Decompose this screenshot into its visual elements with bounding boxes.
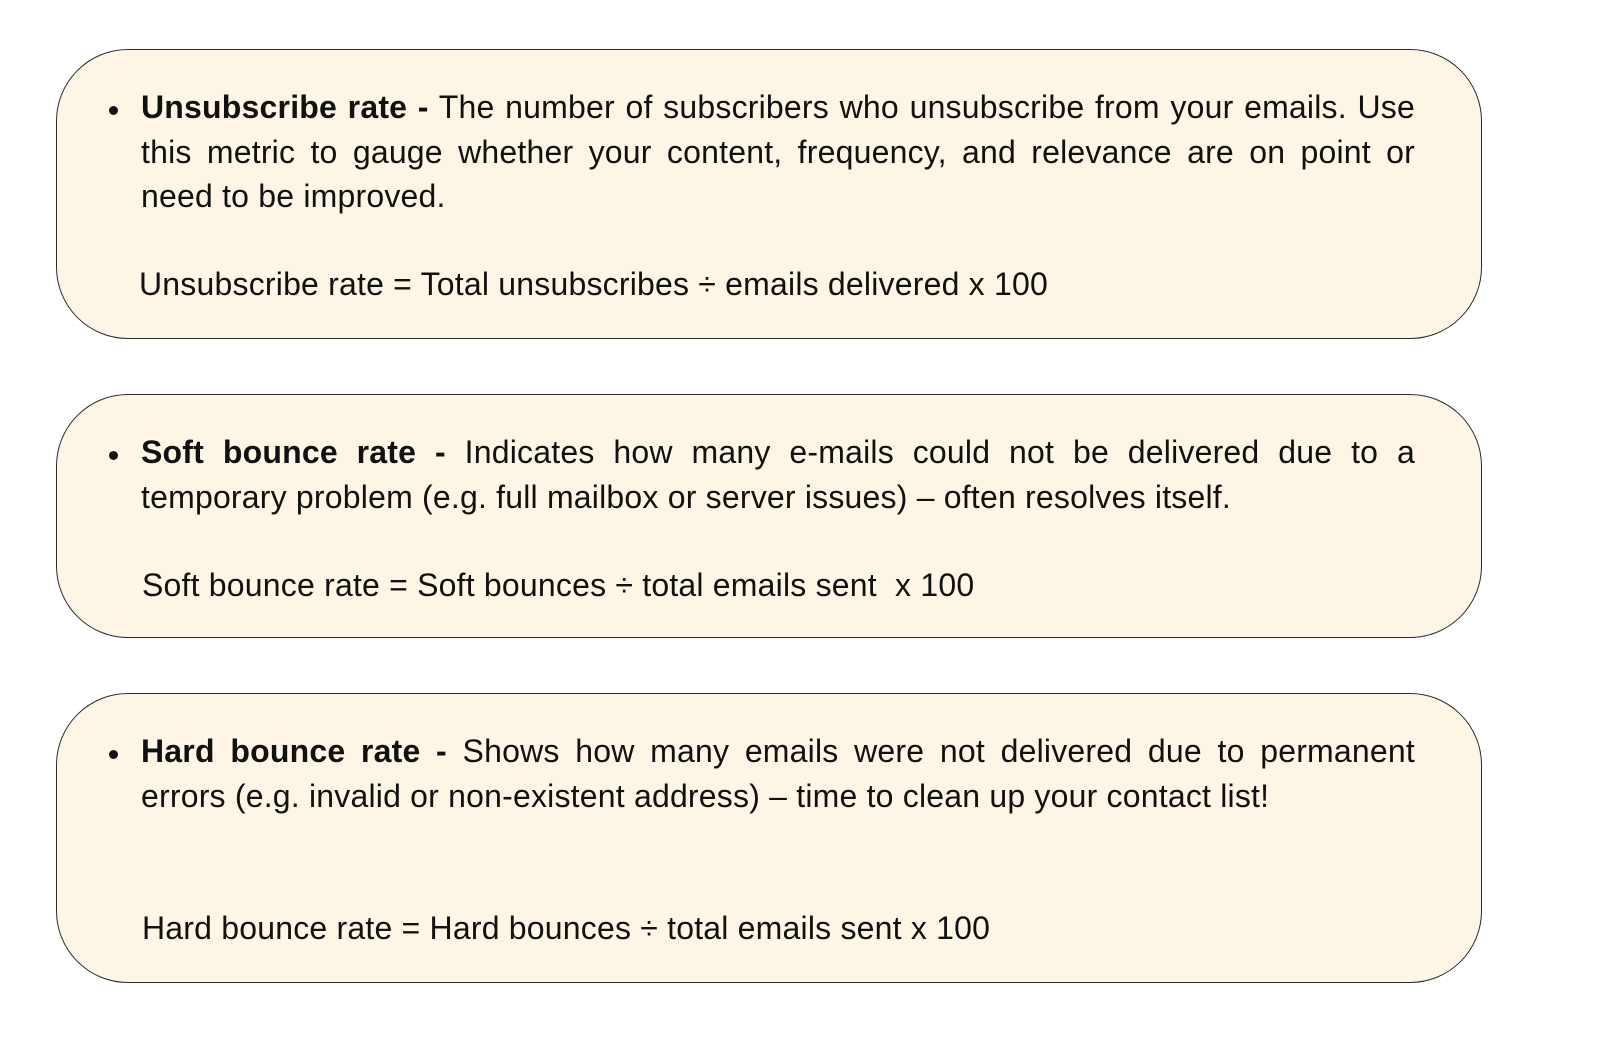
unsubscribe-rate-card [56, 49, 1482, 339]
bullet-icon [109, 106, 118, 115]
metric-description: Indicates how many e-mails could not be delivered due to a temporary problem (e.g. full mailbox or server issues) – often resolves itself. [141, 434, 1415, 515]
hard-bounce-rate-card [56, 693, 1482, 983]
bullet-icon [109, 750, 118, 759]
metric-bullet [109, 430, 1415, 519]
metric-formula: Hard bounce rate = Hard bounces ÷ total emails sent x 100 [142, 910, 991, 946]
metric-formula: Soft bounce rate = Soft bounces ÷ total emails sent x 100 [142, 567, 975, 603]
metric-definition [141, 729, 1415, 818]
metric-formula: Unsubscribe rate = Total unsubscribes ÷ emails delivered x 100 [139, 266, 1048, 302]
metric-description: Shows how many emails were not delivered due to permanent errors (e.g. invalid or non-existent address) – time to clean up your contact list! [141, 733, 1415, 814]
metric-term: Unsubscribe rate - [141, 89, 429, 125]
bullet-icon [109, 451, 118, 460]
metric-description: The number of subscribers who unsubscribe from your emails. Use this metric to gauge whether your content, frequency, and relevance are on point or need to be improved. [141, 89, 1415, 214]
metric-bullet [109, 85, 1415, 219]
metric-term: Soft bounce rate - [141, 434, 446, 470]
metric-definition [141, 430, 1415, 519]
metric-term: Hard bounce rate - [141, 733, 447, 769]
metric-bullet [109, 729, 1415, 818]
soft-bounce-rate-card [56, 394, 1482, 638]
metric-definition [141, 85, 1415, 219]
